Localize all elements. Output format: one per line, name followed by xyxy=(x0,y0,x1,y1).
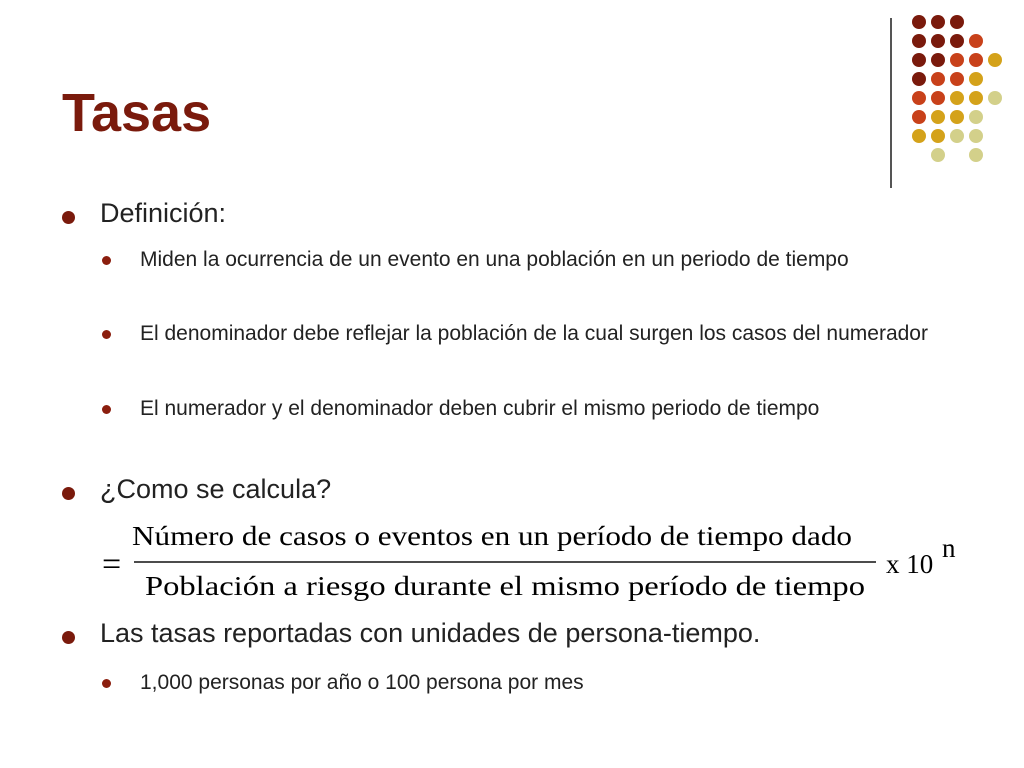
decor-dot xyxy=(969,72,983,86)
decor-dot xyxy=(988,91,1002,105)
formula-denominator: Población a riesgo durante el mismo período de tiempo xyxy=(145,571,865,601)
bullet-text: Las tasas reportadas con unidades de persona-tiempo. xyxy=(100,618,761,648)
decor-dot xyxy=(950,129,964,143)
decorative-dot-grid xyxy=(0,0,1024,200)
decor-dot xyxy=(912,110,926,124)
decor-dot xyxy=(950,15,964,29)
sub-bullet-dot-icon xyxy=(102,330,111,339)
decor-dot xyxy=(969,148,983,162)
decor-dot xyxy=(969,110,983,124)
rate-formula xyxy=(100,515,980,615)
decor-dot xyxy=(931,91,945,105)
formula-multiplier: x 10 xyxy=(886,549,934,579)
formula-exponent: n xyxy=(942,533,956,563)
decor-dot xyxy=(969,129,983,143)
decor-dot xyxy=(912,72,926,86)
sub-bullet-dot-icon xyxy=(102,679,111,688)
decor-dot xyxy=(931,53,945,67)
slide-title: Tasas xyxy=(62,83,212,143)
sub-bullet-dot-icon xyxy=(102,405,111,414)
decor-dot xyxy=(950,110,964,124)
decor-dot xyxy=(912,15,926,29)
decor-dot xyxy=(931,148,945,162)
sub-bullet-text: Miden la ocurrencia de un evento en una población en un periodo de tiempo xyxy=(140,248,849,271)
decor-dot xyxy=(931,34,945,48)
bullet-dot-icon xyxy=(62,631,75,644)
decor-dot xyxy=(969,91,983,105)
decor-dot xyxy=(912,34,926,48)
decor-dot xyxy=(969,34,983,48)
sub-bullet-dot-icon xyxy=(102,256,111,265)
vertical-divider xyxy=(890,18,892,188)
decor-dot xyxy=(931,110,945,124)
decor-dot xyxy=(912,129,926,143)
formula-numerator: Número de casos o eventos en un período de tiempo dado xyxy=(132,521,852,551)
decor-dot xyxy=(931,72,945,86)
bullet-text: ¿Como se calcula? xyxy=(100,474,332,504)
bullet-text: Definición: xyxy=(100,198,227,228)
bullet-dot-icon xyxy=(62,211,75,224)
decor-dot xyxy=(950,34,964,48)
decor-dot xyxy=(950,53,964,67)
decor-dot xyxy=(969,53,983,67)
decor-dot xyxy=(912,53,926,67)
bullet-dot-icon xyxy=(62,487,75,500)
sub-bullet-text: El denominador debe reflejar la población de la cual surgen los casos del numerador xyxy=(140,322,928,345)
sub-bullet-text: 1,000 personas por año o 100 persona por mes xyxy=(140,671,584,694)
decor-dot xyxy=(988,53,1002,67)
decor-dot xyxy=(931,129,945,143)
decor-dot xyxy=(912,91,926,105)
formula-equals: = xyxy=(102,546,122,583)
decor-dot xyxy=(950,91,964,105)
decor-dot xyxy=(931,15,945,29)
sub-bullet-text: El numerador y el denominador deben cubrir el mismo periodo de tiempo xyxy=(140,397,820,420)
decor-dot xyxy=(950,72,964,86)
